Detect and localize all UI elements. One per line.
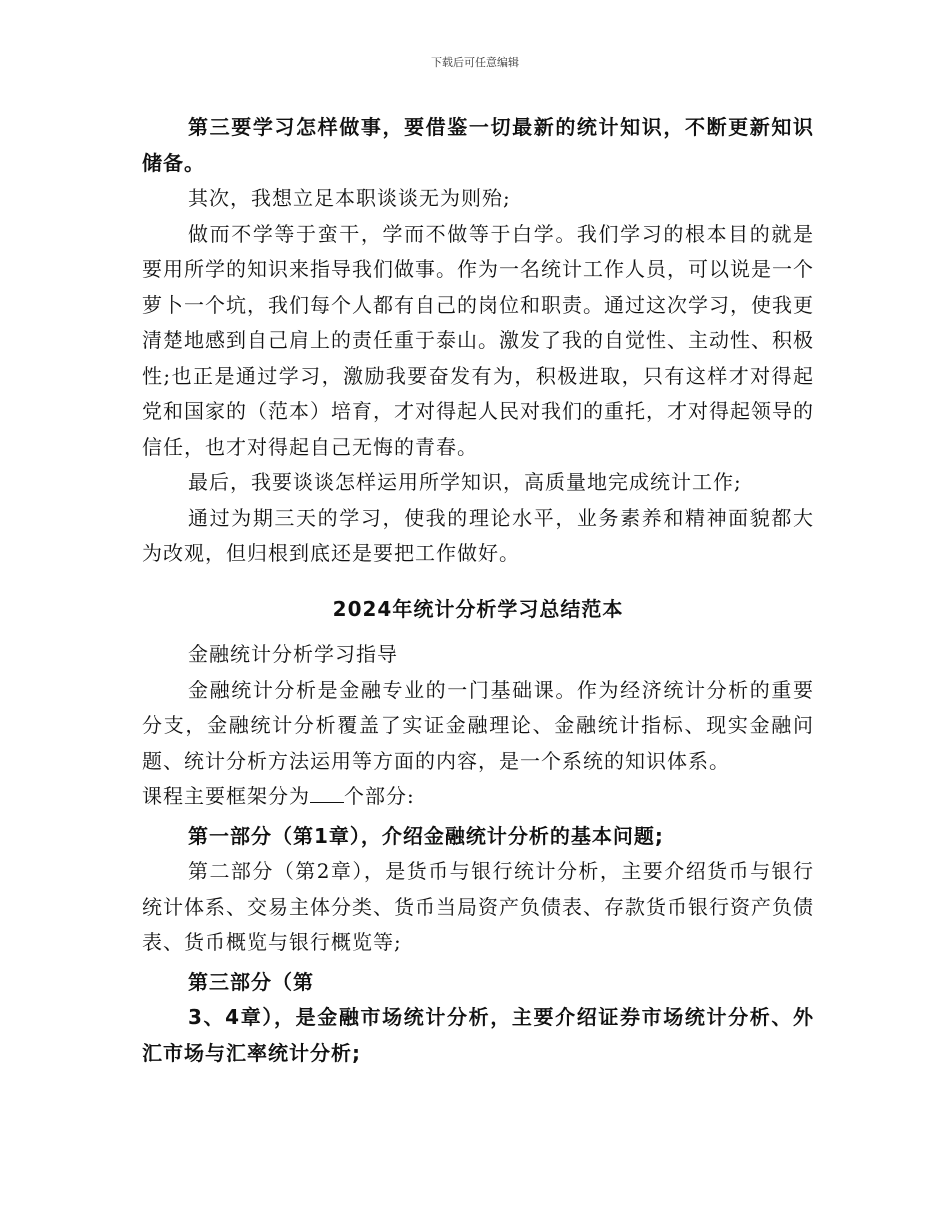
paragraph-part-three-body: 3、4章），是金融市场统计分析，主要介绍证券市场统计分析、外汇市场与汇率统计分析; [142,1005,814,1065]
paragraph-three-days-study: 通过为期三天的学习，使我的理论水平，业务素养和精神面貌都大为改观，但归根到底还是要把工作做好。 [142,505,814,565]
blank-underline [310,784,344,803]
section-title: 2024年统计分析学习总结范本 [332,596,624,621]
paragraph-course-intro: 金融统计分析是金融专业的一门基础课。作为经济统计分析的重要分支，金融统计分析覆盖了实证金融理论、金融统计指标、现实金融问题、统计分析方法运用等方面的内容，是一个系统的知识体系。 [142,677,814,773]
paragraph-finally: 最后，我要谈谈怎样运用所学知识，高质量地完成统计工作; [188,470,742,494]
paragraph-part-three-heading: 第三部分（第 [188,969,314,994]
paragraph-doing-and-learning: 做而不学等于蛮干，学而不做等于白学。我们学习的根本目的就是要用所学的知识来指导我们做事。作为一名统计工作人员，可以说是一个萝卜一个坑，我们每个人都有自己的岗位和职责。通过这次学习，使我更清楚地感到自己肩上的责任重于泰山。激发了我的自觉性、主动性、积极性;也正是通过学习，激励我要奋发有为，积极进取，只有这样才对得起党和国家的（范本）培育，才对得起人民对我们的重托，才对得起领导的信任，也才对得起自己无悔的青春。 [142,221,814,459]
page-header: 下载后可任意编辑 [431,56,519,69]
framework-text-after: 个部分: [344,784,415,808]
paragraph-part-one: 第一部分（第1章），介绍金融统计分析的基本问题; [188,823,664,848]
paragraph-secondly: 其次，我想立足本职谈谈无为则殆; [188,186,511,210]
paragraph-study-guide: 金融统计分析学习指导 [188,642,398,666]
paragraph-framework [142,779,814,815]
document-body [142,110,814,1071]
framework-text-before: 课程主要框架分为 [142,784,310,808]
paragraph-part-two: 第二部分（第2章），是货币与银行统计分析，主要介绍货币与银行统计体系、交易主体分类、货币当局资产负债表、存款货币银行资产负债表、货币概览与银行概览等; [142,859,814,954]
paragraph-learn-how-to-work: 第三要学习怎样做事，要借鉴一切最新的统计知识，不断更新知识储备。 [142,115,814,175]
